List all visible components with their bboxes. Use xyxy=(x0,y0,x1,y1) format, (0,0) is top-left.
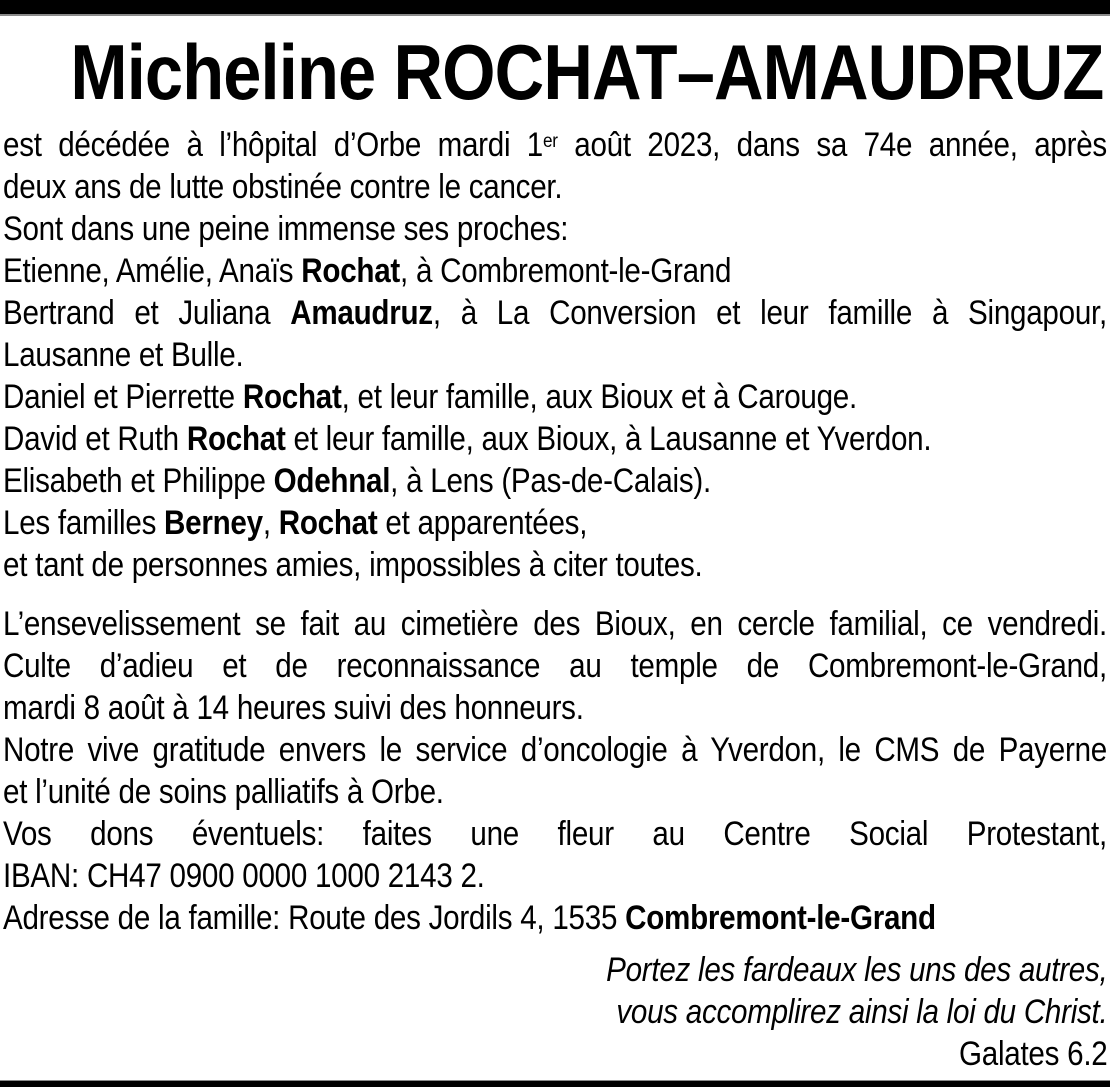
notice-line xyxy=(3,1033,1107,1075)
bottom-border-bar xyxy=(0,1080,1110,1087)
family-name-text: Rochat xyxy=(278,504,378,542)
notice-line-text xyxy=(3,502,1107,544)
notice-text-segment: Les familles xyxy=(3,504,165,542)
notice-text-segment: est décédée à l’hôpital d’Orbe mardi 1 xyxy=(3,126,544,164)
notice-text-segment: Sont dans une peine immense ses proches: xyxy=(3,210,569,248)
family-name-text: Odehnal xyxy=(273,462,391,500)
notice-line-text xyxy=(3,645,1107,687)
notice-line xyxy=(3,729,1107,771)
notice-line xyxy=(3,855,1107,897)
notice-text-segment: Bertrand et Juliana xyxy=(3,294,291,332)
notice-text-segment: , à Combremont-le-Grand xyxy=(400,252,732,290)
notice-line-text xyxy=(3,603,1107,645)
notice-line xyxy=(3,460,1107,502)
notice-line-text xyxy=(3,771,1107,813)
obituary-title xyxy=(0,16,1110,122)
notice-text-segment: et l’unité de soins palliatifs à Orbe. xyxy=(3,773,444,811)
notice-line xyxy=(3,502,1107,544)
family-name-text: Rochat xyxy=(301,252,401,290)
notice-text-segment: Etienne, Amélie, Anaïs xyxy=(3,252,302,290)
family-name-text: Rochat xyxy=(186,420,286,458)
notice-line-text xyxy=(3,376,1107,418)
notice-text-segment: er xyxy=(543,130,558,153)
notice-line-text xyxy=(3,729,1107,771)
notice-line xyxy=(3,645,1107,687)
notice-line xyxy=(3,250,1107,292)
notice-body xyxy=(0,122,1110,1075)
family-name-text: Combremont-le-Grand xyxy=(625,899,936,937)
notice-line xyxy=(3,376,1107,418)
notice-line xyxy=(3,418,1107,460)
notice-text-segment: David et Ruth xyxy=(3,420,187,458)
notice-line-text xyxy=(3,292,1107,334)
notice-line xyxy=(3,124,1107,166)
notice-line-text xyxy=(3,855,1107,897)
notice-text-segment: Culte d’adieu et de reconnaissance au temple de Combremont-le-Grand, xyxy=(3,647,1107,685)
notice-text-segment: et tant de personnes amies, impossibles à citer toutes. xyxy=(3,546,703,584)
notice-text-segment: vous accomplirez ainsi la loi du Christ. xyxy=(615,993,1107,1031)
notice-line-text xyxy=(3,687,1107,729)
notice-text-segment: , xyxy=(262,504,279,542)
notice-line xyxy=(3,687,1107,729)
notice-text-segment: Daniel et Pierrette xyxy=(3,378,243,416)
family-name-text: Amaudruz xyxy=(290,294,433,332)
notice-line xyxy=(3,208,1107,250)
notice-line xyxy=(3,949,1107,991)
notice-line-text xyxy=(3,949,1107,991)
notice-text-segment: , à La Conversion et leur famille à Singapour, xyxy=(432,294,1107,332)
notice-text-segment: Adresse de la famille: Route des Jordils 4, 1535 xyxy=(3,899,626,937)
obituary-title-text: Micheline ROCHAT–AMAUDRUZ xyxy=(70,28,1104,116)
notice-text-segment: Vos dons éventuels: faites une fleur au Centre Social Protestant, xyxy=(3,815,1107,853)
notice-line xyxy=(3,334,1107,376)
notice-text-segment: deux ans de lutte obstinée contre le cancer. xyxy=(3,168,563,206)
notice-text-segment: L’ensevelissement se fait au cimetière des Bioux, en cercle familial, ce vendredi. xyxy=(3,605,1107,643)
notice-line xyxy=(3,166,1107,208)
notice-line xyxy=(3,771,1107,813)
notice-text-segment: Elisabeth et Philippe xyxy=(3,462,274,500)
notice-line xyxy=(3,292,1107,334)
notice-line-text xyxy=(3,334,1107,376)
notice-line-text xyxy=(3,208,1107,250)
notice-line-text xyxy=(3,166,1107,208)
notice-line xyxy=(3,544,1107,586)
notice-line-text xyxy=(3,418,1107,460)
notice-line xyxy=(3,603,1107,645)
notice-text-segment: Portez les fardeaux les uns des autres, xyxy=(605,951,1107,989)
notice-text-segment: Galates 6.2 xyxy=(958,1035,1107,1073)
notice-text-segment: IBAN: CH47 0900 0000 1000 2143 2. xyxy=(3,857,485,895)
notice-line-text xyxy=(3,124,1107,166)
notice-text-segment: mardi 8 août à 14 heures suivi des honneurs. xyxy=(3,689,584,727)
notice-line-text xyxy=(3,250,1107,292)
notice-text-segment: Notre vive gratitude envers le service d’oncologie à Yverdon, le CMS de Payerne xyxy=(3,731,1107,769)
notice-line-text xyxy=(3,460,1107,502)
notice-text-segment: Lausanne et Bulle. xyxy=(3,336,244,374)
notice-line xyxy=(3,813,1107,855)
notice-line xyxy=(3,897,1107,939)
notice-line-text xyxy=(3,991,1107,1033)
family-name-text: Rochat xyxy=(242,378,342,416)
notice-text-segment: et apparentées, xyxy=(377,504,588,542)
family-name-text: Berney xyxy=(164,504,263,542)
notice-line xyxy=(3,991,1107,1033)
notice-text-segment: , et leur famille, aux Bioux et à Carouge. xyxy=(341,378,857,416)
top-border-bar xyxy=(0,0,1110,16)
notice-line-text xyxy=(3,1033,1107,1075)
notice-line-text xyxy=(3,813,1107,855)
notice-text-segment: août 2023, dans sa 74e année, après xyxy=(557,126,1107,164)
notice-text-segment: et leur famille, aux Bioux, à Lausanne et Yverdon. xyxy=(285,420,932,458)
notice-text-segment: , à Lens (Pas-de-Calais). xyxy=(390,462,711,500)
notice-line-text xyxy=(3,544,1107,586)
notice-line-text xyxy=(3,897,1107,939)
